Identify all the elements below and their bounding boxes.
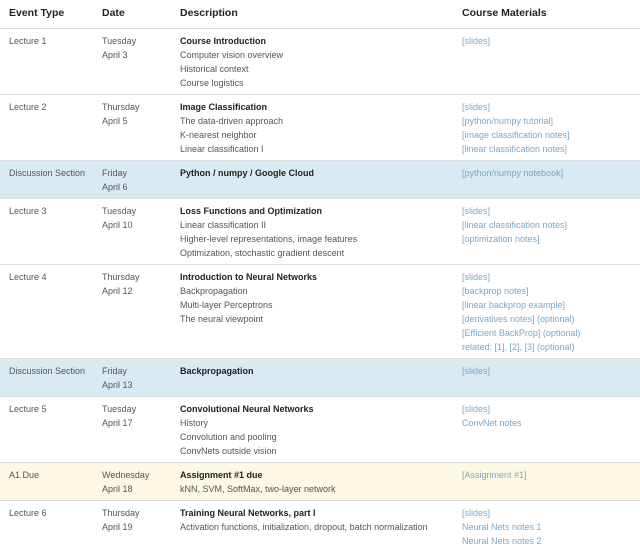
event-type-cell: Lecture 3	[0, 199, 93, 265]
date-day: Tuesday	[102, 402, 167, 416]
material-link[interactable]: [Efficient BackProp] (optional)	[462, 326, 636, 340]
description-title: Image Classification	[180, 100, 449, 114]
material-link[interactable]: [optimization notes]	[462, 232, 636, 246]
description-line: Multi-layer Perceptrons	[180, 298, 449, 312]
header-date: Date	[93, 0, 171, 29]
description-title: Convolutional Neural Networks	[180, 402, 449, 416]
description-line: Linear classification I	[180, 142, 449, 156]
description-line: kNN, SVM, SoftMax, two-layer network	[180, 482, 449, 496]
material-link[interactable]: ConvNet notes	[462, 416, 636, 430]
material-link[interactable]: [image classification notes]	[462, 128, 636, 142]
material-link[interactable]: [slides]	[462, 506, 636, 520]
table-row	[0, 359, 640, 397]
description-line: Activation functions, initialization, dropout, batch normalization	[180, 520, 449, 534]
table-row	[0, 95, 640, 161]
date-day: Thursday	[102, 100, 167, 114]
description-title: Introduction to Neural Networks	[180, 270, 449, 284]
materials-cell	[453, 463, 640, 501]
materials-cell	[453, 397, 640, 463]
table-row	[0, 397, 640, 463]
description-line: Course logistics	[180, 76, 449, 90]
date-value: April 17	[102, 416, 167, 430]
event-type-cell: A1 Due	[0, 463, 93, 501]
description-cell	[171, 161, 453, 199]
date-value: April 19	[102, 520, 167, 534]
description-title: Training Neural Networks, part I	[180, 506, 449, 520]
description-line: Higher-level representations, image features	[180, 232, 449, 246]
materials-cell	[453, 161, 640, 199]
date-day: Friday	[102, 166, 167, 180]
date-cell	[93, 463, 171, 501]
description-line: K-nearest neighbor	[180, 128, 449, 142]
description-cell	[171, 29, 453, 95]
date-value: April 10	[102, 218, 167, 232]
material-link[interactable]: [slides]	[462, 270, 636, 284]
description-cell	[171, 95, 453, 161]
date-day: Wednesday	[102, 468, 167, 482]
date-value: April 13	[102, 378, 167, 392]
event-type-cell: Discussion Section	[0, 161, 93, 199]
materials-cell	[453, 29, 640, 95]
material-link[interactable]: [slides]	[462, 204, 636, 218]
date-day: Thursday	[102, 506, 167, 520]
date-day: Friday	[102, 364, 167, 378]
table-row	[0, 161, 640, 199]
description-title: Loss Functions and Optimization	[180, 204, 449, 218]
description-line: Convolution and pooling	[180, 430, 449, 444]
event-type-cell: Lecture 1	[0, 29, 93, 95]
material-link[interactable]: [slides]	[462, 100, 636, 114]
event-type-cell: Discussion Section	[0, 359, 93, 397]
materials-cell	[453, 199, 640, 265]
table-row	[0, 29, 640, 95]
header-description: Description	[171, 0, 453, 29]
table-row	[0, 501, 640, 553]
materials-cell	[453, 501, 640, 553]
description-line: Optimization, stochastic gradient descent	[180, 246, 449, 260]
event-type-cell: Lecture 5	[0, 397, 93, 463]
description-line: Historical context	[180, 62, 449, 76]
material-link[interactable]: [derivatives notes] (optional)	[462, 312, 636, 326]
header-course-materials: Course Materials	[453, 0, 640, 29]
description-line: ConvNets outside vision	[180, 444, 449, 458]
date-cell	[93, 501, 171, 553]
event-type-cell: Lecture 6	[0, 501, 93, 553]
material-link[interactable]: [Assignment #1]	[462, 468, 636, 482]
header-event-type: Event Type	[0, 0, 93, 29]
material-link[interactable]: [linear classification notes]	[462, 142, 636, 156]
date-day: Tuesday	[102, 34, 167, 48]
date-day: Tuesday	[102, 204, 167, 218]
date-value: April 5	[102, 114, 167, 128]
description-cell	[171, 397, 453, 463]
description-cell	[171, 199, 453, 265]
date-cell	[93, 397, 171, 463]
material-link[interactable]: [backprop notes]	[462, 284, 636, 298]
description-title: Backpropagation	[180, 364, 449, 378]
table-row	[0, 463, 640, 501]
material-link[interactable]: [slides]	[462, 34, 636, 48]
materials-cell	[453, 265, 640, 359]
material-link[interactable]: [python/numpy notebook]	[462, 166, 636, 180]
event-type-cell: Lecture 4	[0, 265, 93, 359]
description-title: Python / numpy / Google Cloud	[180, 166, 449, 180]
date-cell	[93, 29, 171, 95]
description-line: The data-driven approach	[180, 114, 449, 128]
date-cell	[93, 95, 171, 161]
event-type-cell: Lecture 2	[0, 95, 93, 161]
table-row	[0, 199, 640, 265]
description-title: Course Introduction	[180, 34, 449, 48]
date-value: April 18	[102, 482, 167, 496]
header-row	[0, 0, 640, 29]
table-row	[0, 265, 640, 359]
material-link[interactable]: [slides]	[462, 364, 636, 378]
material-link[interactable]: related: [1], [2], [3] (optional)	[462, 340, 636, 354]
material-link[interactable]: [linear backprop example]	[462, 298, 636, 312]
date-cell	[93, 161, 171, 199]
schedule-body	[0, 29, 640, 553]
description-line: Backpropagation	[180, 284, 449, 298]
date-value: April 12	[102, 284, 167, 298]
description-line: History	[180, 416, 449, 430]
date-cell	[93, 359, 171, 397]
date-value: April 6	[102, 180, 167, 194]
description-cell	[171, 501, 453, 553]
description-cell	[171, 359, 453, 397]
date-cell	[93, 199, 171, 265]
material-link[interactable]: [python/numpy tutorial]	[462, 114, 636, 128]
material-link[interactable]: Neural Nets notes 2	[462, 534, 636, 548]
date-value: April 3	[102, 48, 167, 62]
date-day: Thursday	[102, 270, 167, 284]
materials-cell	[453, 359, 640, 397]
description-line: Computer vision overview	[180, 48, 449, 62]
material-link[interactable]: [linear classification notes]	[462, 218, 636, 232]
description-title: Assignment #1 due	[180, 468, 449, 482]
description-line: The neural viewpoint	[180, 312, 449, 326]
material-link[interactable]: [slides]	[462, 402, 636, 416]
description-cell	[171, 463, 453, 501]
materials-cell	[453, 95, 640, 161]
description-cell	[171, 265, 453, 359]
description-line: Linear classification II	[180, 218, 449, 232]
date-cell	[93, 265, 171, 359]
material-link[interactable]: Neural Nets notes 1	[462, 520, 636, 534]
